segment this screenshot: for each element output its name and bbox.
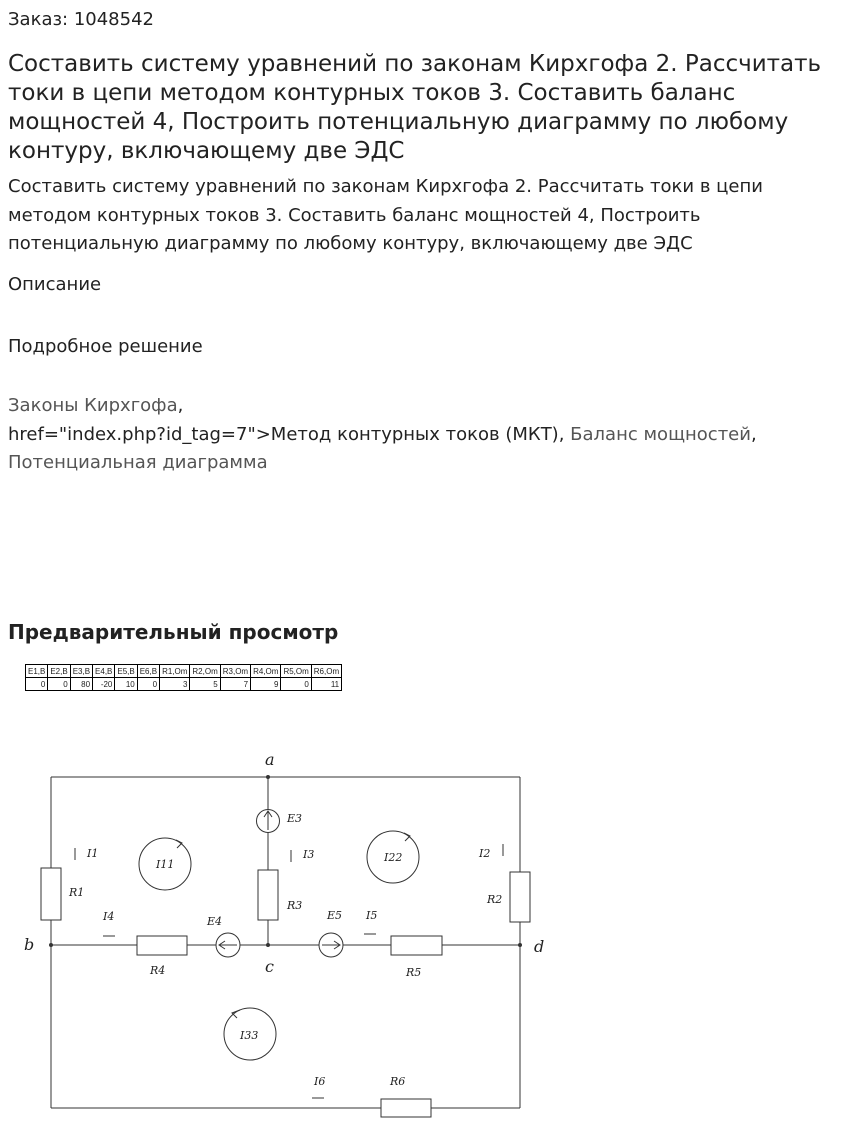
label-i1: I1: [87, 847, 99, 860]
table-header-cell: R2,Om: [190, 665, 220, 678]
table-cell: 9: [251, 678, 281, 691]
label-i3: I3: [303, 848, 315, 861]
tag-separator: ,: [177, 395, 184, 416]
table-header-cell: E3,B: [70, 665, 92, 678]
resistor-r3: [258, 870, 278, 920]
table-header-cell: R4,Om: [251, 665, 281, 678]
tag-potential-diagram-link[interactable]: Потенциальная диаграмма: [8, 452, 268, 473]
resistor-r5: [391, 936, 442, 955]
table-cell: 11: [311, 678, 341, 691]
table-cell: 10: [115, 678, 137, 691]
table-cell: 3: [160, 678, 190, 691]
table-header-row: [26, 665, 342, 678]
node-label-b: b: [24, 935, 35, 954]
node-a-dot: [266, 775, 270, 779]
label-loop-i33: I33: [240, 1029, 259, 1042]
table-cell: 7: [220, 678, 250, 691]
node-label-a: a: [265, 750, 275, 769]
resistor-r2: [510, 872, 530, 922]
circuit-diagram: [0, 700, 847, 1133]
table-cell: -20: [93, 678, 115, 691]
preview-heading: Предварительный просмотр: [8, 620, 339, 644]
loop-i33-arrow: [232, 1010, 240, 1018]
label-loop-i22: I22: [384, 851, 403, 864]
label-i6: I6: [314, 1075, 326, 1088]
order-number: Заказ: 1048542: [8, 9, 154, 30]
table-header-cell: R6,Om: [311, 665, 341, 678]
tag-power-balance-link[interactable]: Баланс мощностей: [570, 423, 751, 445]
task-description: Составить систему уравнений по законам Кирхгофа 2. Рассчитать токи в цепи методом контурных токов 3. Составить баланс мощностей 4, Построить потенциальную диаграмму по любому контуру, включающему две ЭДС: [8, 176, 763, 254]
tag-list: [8, 392, 838, 478]
table-header-cell: E4,B: [93, 665, 115, 678]
node-label-c: c: [265, 957, 274, 976]
node-d-dot: [518, 943, 522, 947]
table-header-cell: E5,B: [115, 665, 137, 678]
table-header-cell: E6,B: [137, 665, 159, 678]
label-r5: R5: [406, 966, 422, 979]
solution-label: Подробное решение: [8, 336, 203, 357]
tag-separator: ,: [750, 423, 757, 445]
label-r4: R4: [150, 964, 166, 977]
label-i4: I4: [103, 910, 115, 923]
label-e3: E3: [287, 812, 303, 825]
table-header-cell: R5,Om: [281, 665, 311, 678]
label-i2: I2: [479, 847, 491, 860]
label-i5: I5: [366, 909, 378, 922]
values-table: [25, 664, 342, 691]
resistor-r4: [137, 936, 187, 955]
label-loop-i11: I11: [156, 858, 175, 871]
table-header-cell: E1,B: [26, 665, 48, 678]
table-cell: 80: [70, 678, 92, 691]
description-heading: Описание: [8, 274, 102, 295]
label-r3: R3: [287, 899, 303, 912]
label-r2: R2: [487, 893, 503, 906]
label-r1: R1: [69, 886, 85, 899]
table-cell: 0: [281, 678, 311, 691]
tag-raw-text: href="index.php?id_tag=7">Метод контурных токов (МКТ),: [8, 423, 565, 445]
table-cell: 0: [48, 678, 70, 691]
label-e5: E5: [327, 909, 343, 922]
table-cell: 0: [137, 678, 159, 691]
node-label-d: d: [534, 937, 545, 956]
table-cell: 5: [190, 678, 220, 691]
table-row: [26, 678, 342, 691]
resistor-r1: [41, 868, 61, 920]
table-header-cell: R1,Om: [160, 665, 190, 678]
table-header-cell: E2,B: [48, 665, 70, 678]
tag-kirchhoff-link[interactable]: Законы Кирхгофа: [8, 395, 178, 416]
label-e4: E4: [207, 915, 223, 928]
node-b-dot: [49, 943, 53, 947]
label-r6: R6: [390, 1075, 406, 1088]
table-header-cell: R3,Om: [220, 665, 250, 678]
node-c-dot: [266, 943, 270, 947]
resistor-r6: [381, 1099, 431, 1117]
table-cell: 0: [26, 678, 48, 691]
page-title: Составить систему уравнений по законам Кирхгофа 2. Рассчитать токи в цепи методом контурных токов 3. Составить баланс мощностей 4, Построить потенциальную диаграмму по любому контуру, включающему две ЭДС: [8, 51, 822, 164]
